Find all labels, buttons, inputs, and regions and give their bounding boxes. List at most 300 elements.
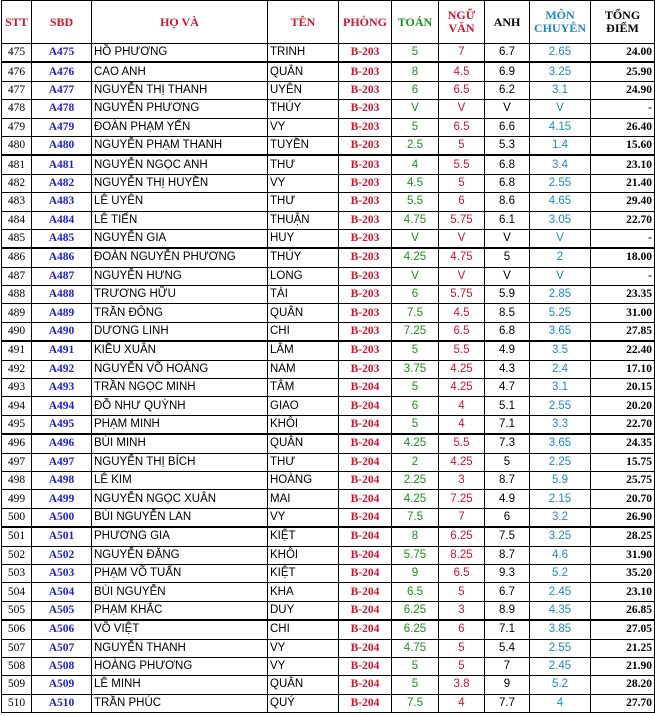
cell-ho: NGUYỄN THỊ THANH: [92, 81, 268, 99]
cell-ngu-van: 5: [439, 583, 485, 601]
header-stt: STT: [2, 1, 32, 44]
cell-mon-chuyen: 2.15: [530, 490, 591, 508]
cell-mon-chuyen: 3.25: [530, 62, 591, 81]
cell-toan: 4.25: [392, 490, 439, 508]
table-row: [2, 657, 655, 675]
cell-tong-diem: -: [591, 229, 655, 248]
cell-tong-diem: 25.75: [591, 471, 655, 489]
cell-ngu-van: 3: [439, 601, 485, 620]
cell-phong: B-203: [339, 286, 392, 304]
cell-phong: B-203: [339, 229, 392, 248]
cell-phong: B-203: [339, 118, 392, 136]
cell-ngu-van: 4: [439, 694, 485, 712]
cell-stt: 497: [2, 453, 32, 471]
cell-mon-chuyen: 4.65: [530, 193, 591, 211]
cell-ho: TRẦN NGỌC MINH: [92, 379, 268, 397]
cell-sbd: A497: [32, 453, 92, 471]
cell-ten: VY: [268, 174, 339, 192]
cell-sbd: A485: [32, 229, 92, 248]
cell-stt: 482: [2, 174, 32, 192]
cell-ten: THÚY: [268, 248, 339, 267]
cell-toan: 6.25: [392, 620, 439, 639]
cell-sbd: A496: [32, 434, 92, 453]
header-anh: ANH: [485, 1, 530, 44]
cell-mon-chuyen: 2.65: [530, 44, 591, 63]
cell-ho: NGUYỄN NGỌC XUÂN: [92, 490, 268, 508]
cell-phong: B-203: [339, 174, 392, 192]
cell-tong-diem: 23.10: [591, 155, 655, 174]
cell-toan: 5.5: [392, 193, 439, 211]
cell-sbd: A484: [32, 211, 92, 229]
cell-sbd: A509: [32, 676, 92, 694]
cell-anh: 6.8: [485, 155, 530, 174]
cell-stt: 486: [2, 248, 32, 267]
cell-ten: KHÔI: [268, 415, 339, 434]
cell-sbd: A502: [32, 546, 92, 564]
cell-mon-chuyen: 3.85: [530, 620, 591, 639]
cell-stt: 507: [2, 639, 32, 657]
cell-tong-diem: 28.25: [591, 527, 655, 546]
cell-toan: V: [392, 100, 439, 118]
cell-ngu-van: 7: [439, 44, 485, 63]
cell-toan: V: [392, 229, 439, 248]
cell-mon-chuyen: 2.55: [530, 397, 591, 415]
cell-ngu-van: 3: [439, 471, 485, 489]
cell-sbd: A495: [32, 415, 92, 434]
table-row: [2, 546, 655, 564]
cell-ten: UYÊN: [268, 81, 339, 99]
cell-tong-diem: 26.85: [591, 601, 655, 620]
cell-tong-diem: 26.40: [591, 118, 655, 136]
cell-stt: 478: [2, 100, 32, 118]
cell-ten: QUÂN: [268, 676, 339, 694]
cell-ten: QUÂN: [268, 434, 339, 453]
cell-stt: 489: [2, 304, 32, 322]
table-row: [2, 211, 655, 229]
cell-mon-chuyen: 4: [530, 694, 591, 712]
cell-ten: MAI: [268, 490, 339, 508]
cell-anh: 7.1: [485, 620, 530, 639]
cell-ten: VY: [268, 639, 339, 657]
table-row: [2, 341, 655, 360]
cell-toan: 7.5: [392, 694, 439, 712]
cell-tong-diem: 35.20: [591, 564, 655, 582]
cell-ho: BÙI NGUYỄN: [92, 583, 268, 601]
table-header: [2, 1, 655, 44]
cell-phong: B-203: [339, 360, 392, 378]
cell-ngu-van: 6.5: [439, 81, 485, 99]
cell-ngu-van: 6.5: [439, 322, 485, 341]
cell-phong: B-204: [339, 397, 392, 415]
cell-mon-chuyen: 3.4: [530, 155, 591, 174]
cell-phong: B-204: [339, 620, 392, 639]
cell-sbd: A475: [32, 44, 92, 63]
table-row: [2, 81, 655, 99]
cell-ho: TRẦN PHÚC: [92, 694, 268, 712]
cell-stt: 481: [2, 155, 32, 174]
cell-phong: B-203: [339, 341, 392, 360]
cell-ho: CAO ANH: [92, 62, 268, 81]
cell-toan: 4.5: [392, 174, 439, 192]
table-row: [2, 322, 655, 341]
cell-ngu-van: 5.5: [439, 341, 485, 360]
cell-toan: 4: [392, 155, 439, 174]
cell-ten: KHA: [268, 583, 339, 601]
cell-phong: B-204: [339, 601, 392, 620]
cell-stt: 480: [2, 136, 32, 155]
cell-ngu-van: 6: [439, 193, 485, 211]
cell-anh: 8.9: [485, 601, 530, 620]
table-row: [2, 639, 655, 657]
cell-toan: 5: [392, 415, 439, 434]
cell-toan: 2.25: [392, 471, 439, 489]
cell-sbd: A490: [32, 322, 92, 341]
cell-mon-chuyen: 3.1: [530, 81, 591, 99]
cell-sbd: A491: [32, 341, 92, 360]
cell-anh: 4.9: [485, 490, 530, 508]
cell-tong-diem: 29.40: [591, 193, 655, 211]
cell-toan: 7.5: [392, 304, 439, 322]
cell-ten: TRINH: [268, 44, 339, 63]
cell-phong: B-204: [339, 546, 392, 564]
cell-ngu-van: 5: [439, 657, 485, 675]
cell-tong-diem: 21.90: [591, 657, 655, 675]
cell-mon-chuyen: 5.25: [530, 304, 591, 322]
cell-tong-diem: 15.60: [591, 136, 655, 155]
cell-anh: 8.6: [485, 193, 530, 211]
table-row: [2, 490, 655, 508]
cell-anh: 8.7: [485, 546, 530, 564]
cell-ho: BÙI NGUYỄN LAN: [92, 508, 268, 527]
cell-ten: VY: [268, 118, 339, 136]
cell-ngu-van: 5.75: [439, 211, 485, 229]
cell-tong-diem: 18.00: [591, 248, 655, 267]
cell-anh: 6.7: [485, 44, 530, 63]
cell-mon-chuyen: 2.45: [530, 583, 591, 601]
cell-anh: V: [485, 267, 530, 285]
cell-sbd: A508: [32, 657, 92, 675]
cell-sbd: A503: [32, 564, 92, 582]
cell-phong: B-204: [339, 694, 392, 712]
cell-ten: HUY: [268, 229, 339, 248]
header-sbd: SBD: [32, 1, 92, 44]
cell-anh: 6: [485, 508, 530, 527]
cell-anh: 5: [485, 248, 530, 267]
cell-ho: BÙI MINH: [92, 434, 268, 453]
cell-ho: DƯƠNG LINH: [92, 322, 268, 341]
cell-ten: THUẬN: [268, 211, 339, 229]
cell-tong-diem: 31.00: [591, 304, 655, 322]
cell-toan: 4.25: [392, 248, 439, 267]
cell-ngu-van: 4.75: [439, 248, 485, 267]
cell-ngu-van: V: [439, 100, 485, 118]
cell-sbd: A477: [32, 81, 92, 99]
header-tong-diem: TỔNG ĐIỂM: [591, 1, 655, 44]
cell-ngu-van: 6.5: [439, 564, 485, 582]
cell-toan: 8: [392, 62, 439, 81]
cell-ho: VÕ VIỆT: [92, 620, 268, 639]
cell-phong: B-203: [339, 44, 392, 63]
cell-phong: B-203: [339, 211, 392, 229]
cell-ten: DUY: [268, 601, 339, 620]
table-row: [2, 286, 655, 304]
cell-sbd: A492: [32, 360, 92, 378]
cell-sbd: A480: [32, 136, 92, 155]
cell-tong-diem: -: [591, 267, 655, 285]
cell-phong: B-204: [339, 583, 392, 601]
cell-tong-diem: 22.70: [591, 415, 655, 434]
cell-anh: 6.9: [485, 62, 530, 81]
cell-toan: 5: [392, 379, 439, 397]
cell-ho: PHƯƠNG GIA: [92, 527, 268, 546]
cell-sbd: A487: [32, 267, 92, 285]
cell-ten: CHI: [268, 620, 339, 639]
table-row: [2, 155, 655, 174]
cell-ho: NGUYỄN PHẠM THANH: [92, 136, 268, 155]
table-row: [2, 397, 655, 415]
cell-ngu-van: 4: [439, 397, 485, 415]
header-toan: TOÁN: [392, 1, 439, 44]
cell-anh: V: [485, 229, 530, 248]
cell-toan: 6: [392, 397, 439, 415]
cell-ho: LÊ KIM: [92, 471, 268, 489]
cell-phong: B-203: [339, 193, 392, 211]
cell-phong: B-203: [339, 322, 392, 341]
cell-ho: NGUYỄN VÕ HOÀNG: [92, 360, 268, 378]
cell-mon-chuyen: 3.2: [530, 508, 591, 527]
cell-tong-diem: 20.70: [591, 490, 655, 508]
cell-anh: 4.3: [485, 360, 530, 378]
cell-phong: B-203: [339, 100, 392, 118]
cell-phong: B-204: [339, 453, 392, 471]
cell-mon-chuyen: 4.6: [530, 546, 591, 564]
cell-toan: 7.5: [392, 508, 439, 527]
cell-tong-diem: 20.15: [591, 379, 655, 397]
cell-toan: 6.25: [392, 601, 439, 620]
table-row: [2, 118, 655, 136]
table-row: [2, 676, 655, 694]
cell-mon-chuyen: 5.2: [530, 564, 591, 582]
cell-stt: 494: [2, 397, 32, 415]
cell-phong: B-203: [339, 248, 392, 267]
cell-ho: NGUYỄN ĐĂNG: [92, 546, 268, 564]
cell-ho: PHẠM KHẮC: [92, 601, 268, 620]
cell-toan: 5: [392, 676, 439, 694]
cell-ngu-van: 4.25: [439, 360, 485, 378]
cell-ngu-van: 5: [439, 136, 485, 155]
cell-stt: 501: [2, 527, 32, 546]
cell-ten: VY: [268, 508, 339, 527]
cell-ho: HOÀNG PHƯƠNG: [92, 657, 268, 675]
cell-ngu-van: 4.5: [439, 304, 485, 322]
cell-tong-diem: 20.20: [591, 397, 655, 415]
cell-tong-diem: 24.35: [591, 434, 655, 453]
cell-ho: TRƯƠNG HỮU: [92, 286, 268, 304]
cell-sbd: A489: [32, 304, 92, 322]
cell-stt: 495: [2, 415, 32, 434]
header-mon-chuyen: MÔN CHUYÊN: [530, 1, 591, 44]
cell-mon-chuyen: 5.9: [530, 471, 591, 489]
cell-phong: B-203: [339, 155, 392, 174]
cell-sbd: A501: [32, 527, 92, 546]
cell-stt: 499: [2, 490, 32, 508]
table-row: [2, 564, 655, 582]
cell-phong: B-204: [339, 490, 392, 508]
cell-toan: 3.75: [392, 360, 439, 378]
cell-sbd: A505: [32, 601, 92, 620]
cell-anh: 9: [485, 676, 530, 694]
cell-toan: V: [392, 267, 439, 285]
cell-stt: 476: [2, 62, 32, 81]
cell-anh: 4.9: [485, 341, 530, 360]
cell-toan: 6: [392, 286, 439, 304]
cell-ho: LÊ UYÊN: [92, 193, 268, 211]
cell-tong-diem: 22.70: [591, 211, 655, 229]
cell-phong: B-203: [339, 267, 392, 285]
table-row: [2, 508, 655, 527]
cell-tong-diem: 22.40: [591, 341, 655, 360]
cell-anh: 6.8: [485, 322, 530, 341]
cell-phong: B-203: [339, 81, 392, 99]
cell-toan: 8: [392, 527, 439, 546]
cell-stt: 509: [2, 676, 32, 694]
cell-sbd: A488: [32, 286, 92, 304]
cell-sbd: A482: [32, 174, 92, 192]
cell-ngu-van: V: [439, 267, 485, 285]
cell-ten: LONG: [268, 267, 339, 285]
table-row: [2, 527, 655, 546]
cell-phong: B-204: [339, 379, 392, 397]
cell-toan: 4.75: [392, 639, 439, 657]
cell-mon-chuyen: 2.55: [530, 174, 591, 192]
cell-tong-diem: 26.90: [591, 508, 655, 527]
cell-anh: V: [485, 100, 530, 118]
cell-phong: B-204: [339, 564, 392, 582]
cell-phong: B-204: [339, 527, 392, 546]
cell-ngu-van: 6: [439, 620, 485, 639]
cell-phong: B-204: [339, 676, 392, 694]
table-row: [2, 229, 655, 248]
header-ho: HỌ VÀ: [92, 1, 268, 44]
cell-anh: 9.3: [485, 564, 530, 582]
cell-sbd: A498: [32, 471, 92, 489]
cell-ten: KIỆT: [268, 564, 339, 582]
cell-phong: B-203: [339, 136, 392, 155]
table-body: [2, 44, 655, 713]
cell-mon-chuyen: 1.4: [530, 136, 591, 155]
cell-stt: 492: [2, 360, 32, 378]
table-row: [2, 100, 655, 118]
cell-stt: 508: [2, 657, 32, 675]
cell-ho: ĐỖ NHƯ QUỲNH: [92, 397, 268, 415]
cell-ten: QUÂN: [268, 62, 339, 81]
cell-ho: KIỀU XUÂN: [92, 341, 268, 360]
table-row: [2, 471, 655, 489]
cell-tong-diem: 23.35: [591, 286, 655, 304]
table-row: [2, 360, 655, 378]
cell-stt: 503: [2, 564, 32, 582]
cell-phong: B-204: [339, 639, 392, 657]
cell-tong-diem: 31.90: [591, 546, 655, 564]
table-row: [2, 44, 655, 63]
cell-stt: 496: [2, 434, 32, 453]
cell-anh: 5.9: [485, 286, 530, 304]
header-phong: PHÒNG: [339, 1, 392, 44]
cell-phong: B-204: [339, 415, 392, 434]
cell-ngu-van: 6.25: [439, 527, 485, 546]
cell-ten: THƯ: [268, 453, 339, 471]
cell-stt: 479: [2, 118, 32, 136]
cell-ngu-van: 4.25: [439, 379, 485, 397]
cell-phong: B-204: [339, 471, 392, 489]
table-row: [2, 379, 655, 397]
cell-ten: THÚY: [268, 100, 339, 118]
table-row: [2, 248, 655, 267]
cell-anh: 7.7: [485, 694, 530, 712]
cell-anh: 5: [485, 453, 530, 471]
cell-anh: 6.7: [485, 583, 530, 601]
cell-mon-chuyen: 3.3: [530, 415, 591, 434]
table-row: [2, 694, 655, 712]
header-ngu-van: NGỮ VĂN: [439, 1, 485, 44]
cell-ho: TRẦN ĐÔNG: [92, 304, 268, 322]
cell-anh: 8.7: [485, 471, 530, 489]
cell-stt: 506: [2, 620, 32, 639]
cell-mon-chuyen: 2: [530, 248, 591, 267]
cell-sbd: A510: [32, 694, 92, 712]
cell-toan: 4.75: [392, 211, 439, 229]
cell-phong: B-204: [339, 657, 392, 675]
cell-tong-diem: 21.40: [591, 174, 655, 192]
cell-stt: 475: [2, 44, 32, 63]
cell-anh: 7.3: [485, 434, 530, 453]
cell-mon-chuyen: 4.35: [530, 601, 591, 620]
cell-ho: HỒ PHƯƠNG: [92, 44, 268, 63]
table-row: [2, 174, 655, 192]
cell-phong: B-204: [339, 508, 392, 527]
cell-sbd: A500: [32, 508, 92, 527]
cell-ten: THƯ: [268, 155, 339, 174]
table-row: [2, 415, 655, 434]
header-row: [2, 1, 655, 44]
cell-stt: 500: [2, 508, 32, 527]
cell-ten: TUYỀN: [268, 136, 339, 155]
cell-anh: 8.5: [485, 304, 530, 322]
cell-toan: 7.25: [392, 322, 439, 341]
cell-ten: NAM: [268, 360, 339, 378]
cell-stt: 505: [2, 601, 32, 620]
cell-stt: 488: [2, 286, 32, 304]
cell-ngu-van: 7: [439, 508, 485, 527]
cell-sbd: A478: [32, 100, 92, 118]
cell-mon-chuyen: 3.1: [530, 379, 591, 397]
cell-sbd: A479: [32, 118, 92, 136]
cell-mon-chuyen: 4.15: [530, 118, 591, 136]
cell-sbd: A499: [32, 490, 92, 508]
cell-toan: 2: [392, 453, 439, 471]
cell-ho: NGUYỄN PHƯƠNG: [92, 100, 268, 118]
cell-mon-chuyen: 3.65: [530, 434, 591, 453]
cell-ngu-van: V: [439, 229, 485, 248]
table-row: [2, 136, 655, 155]
header-ten: TÊN: [268, 1, 339, 44]
table-row: [2, 453, 655, 471]
cell-stt: 490: [2, 322, 32, 341]
cell-mon-chuyen: 2.85: [530, 286, 591, 304]
cell-mon-chuyen: 3.25: [530, 527, 591, 546]
cell-ten: HOÀNG: [268, 471, 339, 489]
cell-toan: 6: [392, 81, 439, 99]
